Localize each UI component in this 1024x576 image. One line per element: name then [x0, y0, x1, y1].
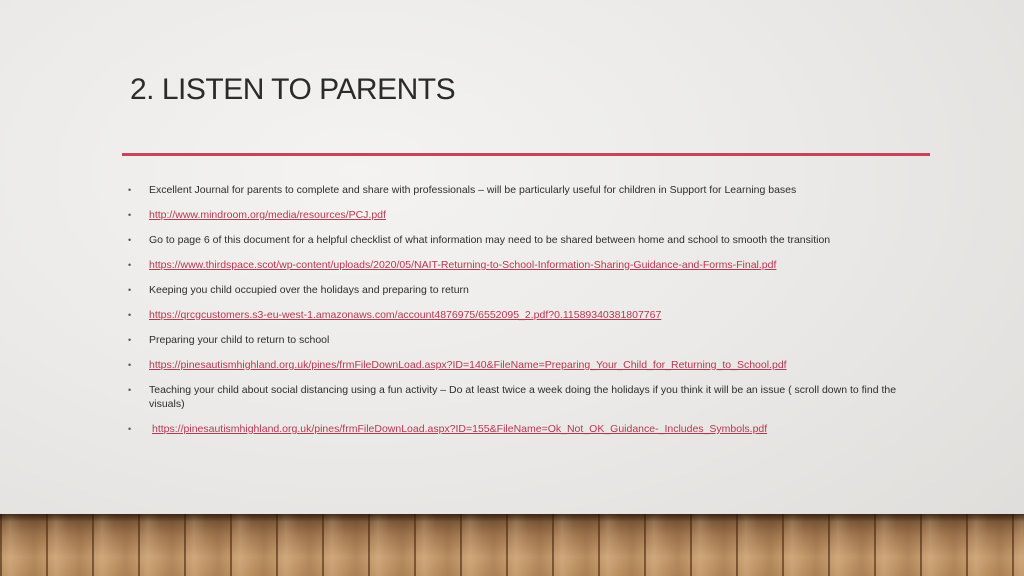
list-item: [128, 358, 928, 372]
list-item: [128, 258, 928, 272]
list-item-text: Preparing your child to return to school: [149, 334, 330, 346]
list-item: [128, 422, 928, 436]
list-item: [128, 308, 928, 322]
bullet-icon: •: [128, 360, 132, 370]
bullet-icon: •: [128, 210, 132, 220]
list-item-text: Keeping you child occupied over the holidays and preparing to return: [149, 284, 469, 296]
list-item: [128, 208, 928, 222]
holidays-activity-link[interactable]: https://qrcgcustomers.s3-eu-west-1.amazonaws.com/account4876975/6552095_2.pdf?0.11589340381807767: [149, 309, 662, 321]
slide-title: 2. LISTEN TO PARENTS: [130, 73, 456, 106]
list-item: [128, 233, 928, 247]
bullet-icon: •: [128, 385, 132, 395]
bullet-list: [128, 183, 928, 447]
bullet-icon: •: [128, 424, 132, 434]
title-divider: [122, 153, 930, 156]
list-item: [128, 183, 928, 197]
bullet-icon: •: [128, 285, 132, 295]
list-item: [128, 383, 928, 411]
bullet-icon: •: [128, 335, 132, 345]
ok-not-ok-guidance-link[interactable]: https://pinesautismhighland.org.uk/pines/frmFileDownLoad.aspx?ID=155&FileName=Ok_Not_OK_Guidance-_Includes_Symbols.pdf: [152, 423, 768, 435]
bullet-icon: •: [128, 185, 132, 195]
nait-guidance-link[interactable]: https://www.thirdspace.scot/wp-content/uploads/2020/05/NAIT-Returning-to-School-Information-Sharing-Guidance-and-Forms-Final.pdf: [149, 259, 777, 271]
list-item-text: Excellent Journal for parents to complete and share with professionals – will be particularly useful for children in Support for Learning bases: [149, 184, 797, 196]
list-item-text: Teaching your child about social distancing using a fun activity – Do at least twice a week doing the holidays if you think it will be an issue ( scroll down to find the visuals): [149, 384, 897, 410]
list-item: [128, 283, 928, 297]
list-item: [128, 333, 928, 347]
list-item-text: Go to page 6 of this document for a helpful checklist of what information may need to be shared between home and school to smooth the transition: [149, 234, 831, 246]
pcj-journal-link[interactable]: http://www.mindroom.org/media/resources/PCJ.pdf: [149, 209, 386, 221]
preparing-child-link[interactable]: https://pinesautismhighland.org.uk/pines/frmFileDownLoad.aspx?ID=140&FileName=Preparing_Your_Child_for_Returning_to_School.pdf: [149, 359, 787, 371]
wooden-floor-decoration: [0, 514, 1024, 576]
bullet-icon: •: [128, 235, 132, 245]
bullet-icon: •: [128, 310, 132, 320]
bullet-icon: •: [128, 260, 132, 270]
